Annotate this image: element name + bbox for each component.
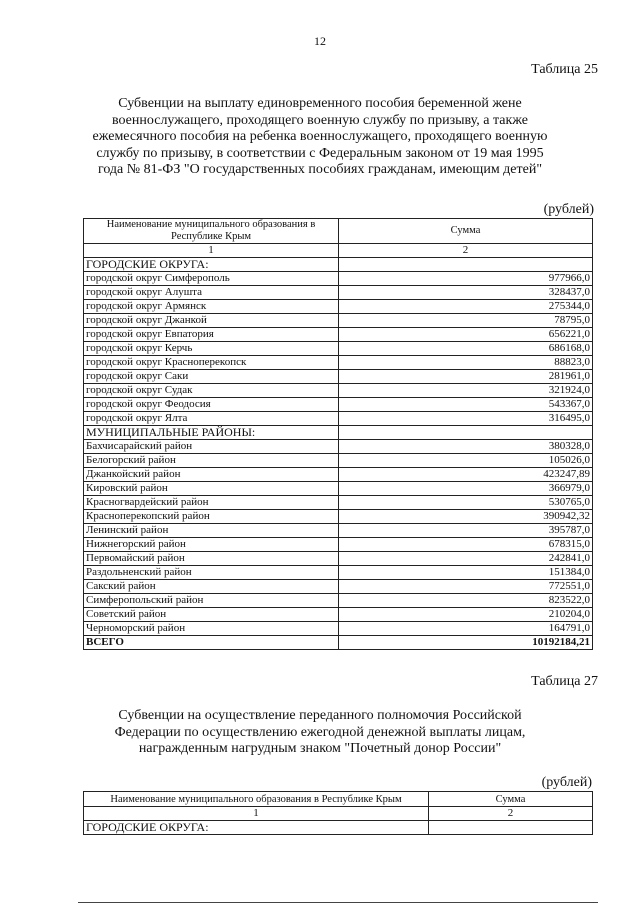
- municipality-name: городской округ Феодосия: [84, 398, 339, 412]
- amount-value: 151384,0: [339, 566, 593, 580]
- header-row: [84, 219, 593, 244]
- table-row: [84, 454, 593, 468]
- municipality-name: городской округ Алушта: [84, 286, 339, 300]
- table-25: [83, 218, 593, 650]
- municipality-name: Белогорский район: [84, 454, 339, 468]
- municipality-name: Первомайский район: [84, 552, 339, 566]
- amount-value: 423247,89: [339, 468, 593, 482]
- municipality-name: Красноперекопский район: [84, 510, 339, 524]
- municipality-name: городской округ Красноперекопск: [84, 356, 339, 370]
- amount-value: 366979,0: [339, 482, 593, 496]
- municipality-name: городской округ Евпатория: [84, 328, 339, 342]
- municipality-name: городской округ Ялта: [84, 412, 339, 426]
- table-row: [84, 580, 593, 594]
- table-row: [84, 440, 593, 454]
- table-27: [83, 791, 593, 835]
- amount-value: 242841,0: [339, 552, 593, 566]
- municipality-name: Симферопольский район: [84, 594, 339, 608]
- municipality-name: городской округ Саки: [84, 370, 339, 384]
- amount-value: 380328,0: [339, 440, 593, 454]
- table-row: [84, 356, 593, 370]
- header-row: [84, 792, 593, 807]
- table-row: [84, 608, 593, 622]
- table-row: [84, 524, 593, 538]
- amount-value: 281961,0: [339, 370, 593, 384]
- total-amount: 10192184,21: [339, 636, 593, 650]
- table-25-body: [84, 258, 593, 650]
- table-row: [84, 314, 593, 328]
- table-row: [84, 370, 593, 384]
- table-row: [84, 594, 593, 608]
- section-heading: ГОРОДСКИЕ ОКРУГА:: [84, 821, 429, 835]
- municipality-name: городской округ Армянск: [84, 300, 339, 314]
- amount-value: 78795,0: [339, 314, 593, 328]
- amount-value: 823522,0: [339, 594, 593, 608]
- amount-value: 105026,0: [339, 454, 593, 468]
- section-heading-row: [84, 821, 593, 835]
- col-number-1: 1: [84, 807, 429, 821]
- table-row: [84, 384, 593, 398]
- table-27-label: Таблица 27: [531, 674, 598, 689]
- amount-value: 543367,0: [339, 398, 593, 412]
- col-header-amount: Сумма: [429, 792, 593, 807]
- table-row: [84, 342, 593, 356]
- section-heading-row: [84, 426, 593, 440]
- col-number-1: 1: [84, 244, 339, 258]
- section-heading: ГОРОДСКИЕ ОКРУГА:: [84, 258, 339, 272]
- empty-cell: [339, 426, 593, 440]
- table-row: [84, 412, 593, 426]
- amount-value: 686168,0: [339, 342, 593, 356]
- amount-value: 530765,0: [339, 496, 593, 510]
- page-number: 12: [314, 34, 326, 48]
- table-row: [84, 552, 593, 566]
- table-row: [84, 328, 593, 342]
- amount-value: 321924,0: [339, 384, 593, 398]
- municipality-name: Нижнегорский район: [84, 538, 339, 552]
- amount-value: 390942,32: [339, 510, 593, 524]
- amount-value: 210204,0: [339, 608, 593, 622]
- column-number-row: [84, 244, 593, 258]
- total-label: ВСЕГО: [84, 636, 339, 650]
- table-row: [84, 566, 593, 580]
- table-row: [84, 538, 593, 552]
- amount-value: 678315,0: [339, 538, 593, 552]
- table-row: [84, 286, 593, 300]
- table-27-units: (рублей): [541, 775, 592, 790]
- municipality-name: городской округ Симферополь: [84, 272, 339, 286]
- col-number-2: 2: [339, 244, 593, 258]
- amount-value: 88823,0: [339, 356, 593, 370]
- table-25-label: Таблица 25: [531, 62, 598, 77]
- municipality-name: городской округ Керчь: [84, 342, 339, 356]
- section-heading-row: [84, 258, 593, 272]
- col-number-2: 2: [429, 807, 593, 821]
- municipality-name: Ленинский район: [84, 524, 339, 538]
- municipality-name: Сакский район: [84, 580, 339, 594]
- table-row: [84, 496, 593, 510]
- section-heading: МУНИЦИПАЛЬНЫЕ РАЙОНЫ:: [84, 426, 339, 440]
- empty-cell: [339, 258, 593, 272]
- total-row: [84, 636, 593, 650]
- col-header-name: Наименование муниципального образования в Республике Крым: [84, 792, 429, 807]
- table-25-units: (рублей): [543, 202, 594, 217]
- table-row: [84, 398, 593, 412]
- municipality-name: Советский район: [84, 608, 339, 622]
- amount-value: 395787,0: [339, 524, 593, 538]
- bottom-rule: [78, 902, 598, 903]
- table-25-title: Субвенции на выплату единовременного пособия беременной жене военнослужащего, проходящего военную службу по призыву, а также ежемесячного пособия на ребенка военнослужащего, проходящего военную службу по призыву, в соответствии с Федеральным законом от 19 мая 1995 года № 81-ФЗ "О государственных пособиях гражданам, имеющим детей": [92, 96, 548, 177]
- municipality-name: Бахчисарайский район: [84, 440, 339, 454]
- amount-value: 977966,0: [339, 272, 593, 286]
- table-row: [84, 468, 593, 482]
- table-row: [84, 510, 593, 524]
- table-row: [84, 300, 593, 314]
- amount-value: 772551,0: [339, 580, 593, 594]
- table-27-title: Субвенции на осуществление переданного полномочия Российской Федерации по осуществлению ежегодной денежной выплаты лицам, награжденным нагрудным знаком "Почетный донор России": [114, 708, 526, 756]
- table-row: [84, 622, 593, 636]
- municipality-name: Черноморский район: [84, 622, 339, 636]
- col-header-name: Наименование муниципального образования в Республике Крым: [84, 219, 339, 244]
- table-row: [84, 482, 593, 496]
- column-number-row: [84, 807, 593, 821]
- municipality-name: Джанкойский район: [84, 468, 339, 482]
- municipality-name: Кировский район: [84, 482, 339, 496]
- municipality-name: Красногвардейский район: [84, 496, 339, 510]
- amount-value: 656221,0: [339, 328, 593, 342]
- municipality-name: городской округ Судак: [84, 384, 339, 398]
- empty-cell: [429, 821, 593, 835]
- amount-value: 316495,0: [339, 412, 593, 426]
- amount-value: 275344,0: [339, 300, 593, 314]
- amount-value: 328437,0: [339, 286, 593, 300]
- municipality-name: городской округ Джанкой: [84, 314, 339, 328]
- municipality-name: Раздольненский район: [84, 566, 339, 580]
- amount-value: 164791,0: [339, 622, 593, 636]
- table-row: [84, 272, 593, 286]
- col-header-amount: Сумма: [339, 219, 593, 244]
